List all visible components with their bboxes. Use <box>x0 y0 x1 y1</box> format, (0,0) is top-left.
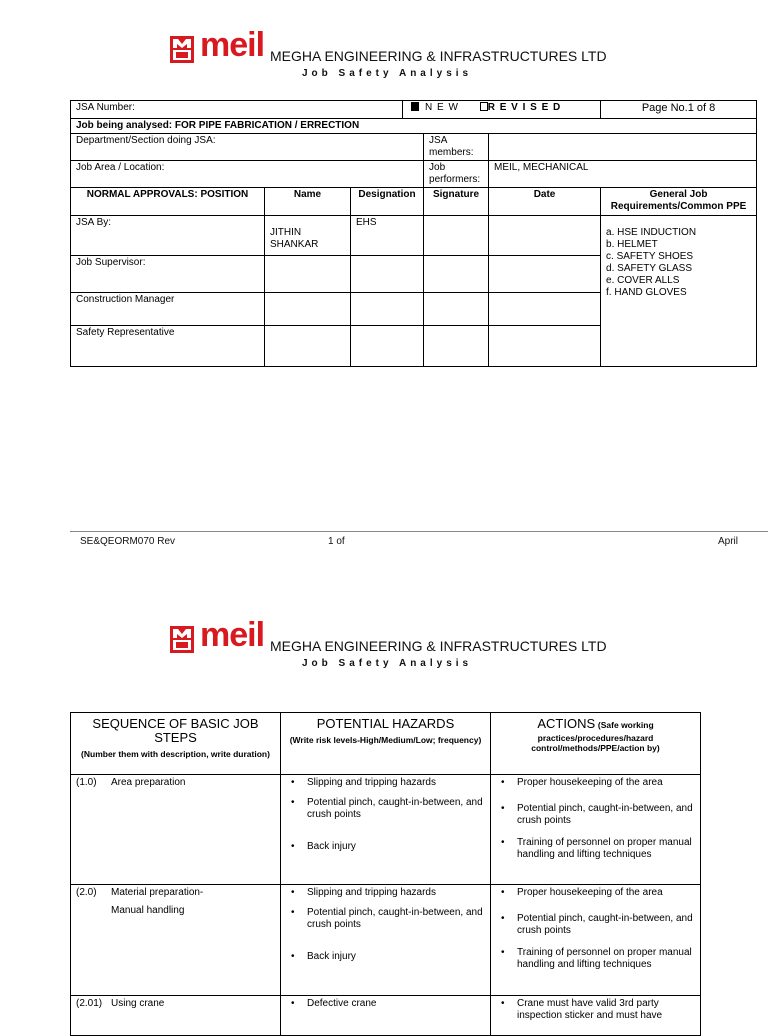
approval-name <box>265 293 351 326</box>
approval-signature <box>424 326 489 367</box>
ppe-item: a. HSE INDUCTION <box>606 227 697 238</box>
actions-cell <box>491 996 701 1036</box>
action-item: • Potential pinch, caught-in-between, and crush points <box>501 803 693 826</box>
actions-cell <box>491 885 701 996</box>
action-item: • Training of personnel on proper manual handling and lifting techniques <box>501 837 692 860</box>
job-performers-value: MEIL, MECHANICAL <box>489 161 757 188</box>
footer-date: April <box>718 536 739 547</box>
step-number: (2.0) <box>76 887 97 898</box>
meil-logo-icon <box>170 36 194 63</box>
job-analysed: Job being analysed: FOR PIPE FABRICATION / ERRECTION <box>71 119 757 134</box>
ppe-requirements <box>601 216 757 367</box>
approval-position: Safety Representative <box>71 326 265 367</box>
step-cell <box>71 996 281 1036</box>
approval-position: Job Supervisor: <box>71 256 265 293</box>
actions-cell <box>491 775 701 885</box>
step-description-line2: Manual handling <box>111 905 185 916</box>
col-header-hazards <box>281 713 491 775</box>
page-number: Page No.1 of 8 <box>601 101 757 119</box>
action-item: • Proper housekeeping of the area <box>501 777 663 788</box>
col-header-designation: Designation <box>351 188 424 216</box>
approval-signature <box>424 216 489 256</box>
ppe-item: c. SAFETY SHOES <box>606 251 694 262</box>
hazards-title: POTENTIAL HAZARDS <box>316 716 455 731</box>
action-item: • Proper housekeeping of the area <box>501 887 663 898</box>
table-row <box>71 885 701 996</box>
jsa-number-label: JSA Number: <box>76 102 135 113</box>
ppe-item: f. HAND GLOVES <box>606 287 687 298</box>
new-label: N E W <box>425 102 459 113</box>
approval-date <box>489 326 601 367</box>
letterhead <box>170 616 770 669</box>
approval-position: JSA By: <box>71 216 265 256</box>
hazard-item: • Back injury <box>291 951 356 962</box>
hazard-item: • Slipping and tripping hazards <box>291 777 436 788</box>
job-steps-table <box>70 712 701 1036</box>
meil-logo-icon <box>170 626 194 653</box>
ppe-list <box>606 227 751 299</box>
steps-subtitle: (Number them with description, write duration) <box>81 749 270 759</box>
footer-form-number: SE&QEORM070 Rev <box>80 536 176 547</box>
ppe-item: d. SAFETY GLASS <box>606 263 692 274</box>
action-item: • Crane must have valid 3rd party inspection sticker and must have <box>501 998 663 1021</box>
col-header-signature: Signature <box>424 188 489 216</box>
footer-page: 1 of <box>328 536 345 547</box>
approval-designation <box>351 326 424 367</box>
hazard-item: • Slipping and tripping hazards <box>291 887 436 898</box>
footer-divider <box>70 531 768 532</box>
action-item: • Potential pinch, caught-in-between, and crush points <box>501 913 693 936</box>
col-header-date: Date <box>489 188 601 216</box>
approval-designation <box>351 293 424 326</box>
ppe-item: b. HELMET <box>606 239 658 250</box>
step-description: Using crane <box>111 998 165 1009</box>
document-title: Job Safety Analysis <box>302 658 473 669</box>
jsa-number-cell <box>71 101 403 119</box>
actions-subtitle: practices/procedures/hazard control/methods/PPE/action by) <box>531 733 660 753</box>
approval-signature <box>424 256 489 293</box>
approval-name <box>265 256 351 293</box>
approval-name-text: JITHIN SHANKAR <box>270 227 319 250</box>
col-header-actions <box>491 713 701 775</box>
step-description: Area preparation <box>111 777 186 788</box>
approval-name <box>265 326 351 367</box>
step-cell <box>71 775 281 885</box>
company-name: MEGHA ENGINEERING & INFRASTRUCTURES LTD <box>270 638 607 654</box>
logo-wordmark: meil <box>200 26 265 64</box>
hazards-cell <box>281 996 491 1036</box>
new-revised-cell <box>403 101 601 119</box>
jsa-members-value <box>489 134 757 161</box>
step-description: Material preparation- <box>111 887 204 898</box>
table-row <box>71 775 701 885</box>
col-header-steps <box>71 713 281 775</box>
new-checkbox[interactable] <box>411 102 419 111</box>
logo-wordmark: meil <box>200 616 265 654</box>
department-label: Department/Section doing JSA: <box>71 134 424 161</box>
action-item: • Training of personnel on proper manual handling and lifting techniques <box>501 947 692 970</box>
hazard-item: • Potential pinch, caught-in-between, and crush points <box>291 907 483 930</box>
ppe-item: e. COVER ALLS <box>606 275 680 286</box>
approval-date <box>489 256 601 293</box>
steps-title: SEQUENCE OF BASIC JOB STEPS <box>92 716 259 745</box>
col-header-position: NORMAL APPROVALS: POSITION <box>71 188 265 216</box>
col-header-requirements: General Job Requirements/Common PPE <box>601 188 757 216</box>
hazard-item: • Potential pinch, caught-in-between, and crush points <box>291 797 483 820</box>
approval-name <box>265 216 351 256</box>
document-title: Job Safety Analysis <box>302 68 473 79</box>
hazards-subtitle: (Write risk levels-High/Medium/Low; frequency) <box>289 735 482 745</box>
letterhead <box>170 26 770 79</box>
step-number: (2.01) <box>76 998 103 1009</box>
step-cell <box>71 885 281 996</box>
step-number: (1.0) <box>76 777 97 788</box>
col-header-name: Name <box>265 188 351 216</box>
hazard-item: • Back injury <box>291 841 356 852</box>
approval-date <box>489 293 601 326</box>
jsa-members-label: JSA members: <box>424 134 489 161</box>
actions-title: ACTIONS <box>537 716 596 731</box>
approval-designation <box>351 256 424 293</box>
table-row <box>71 996 701 1036</box>
approval-date <box>489 216 601 256</box>
revised-checkbox[interactable] <box>480 102 488 111</box>
revised-label: R E V I S E D <box>487 102 562 113</box>
approval-designation: EHS <box>351 216 424 256</box>
jsa-header-table <box>70 100 757 367</box>
hazards-cell <box>281 775 491 885</box>
company-name: MEGHA ENGINEERING & INFRASTRUCTURES LTD <box>270 48 607 64</box>
approval-position: Construction Manager <box>71 293 265 326</box>
actions-subtitle-inline: (Safe working <box>597 720 654 730</box>
job-area-label: Job Area / Location: <box>71 161 424 188</box>
job-performers-label: Job performers: <box>424 161 489 188</box>
document-page-2 <box>0 590 768 1024</box>
hazards-cell <box>281 885 491 996</box>
approval-signature <box>424 293 489 326</box>
hazard-item: • Defective crane <box>291 998 377 1009</box>
